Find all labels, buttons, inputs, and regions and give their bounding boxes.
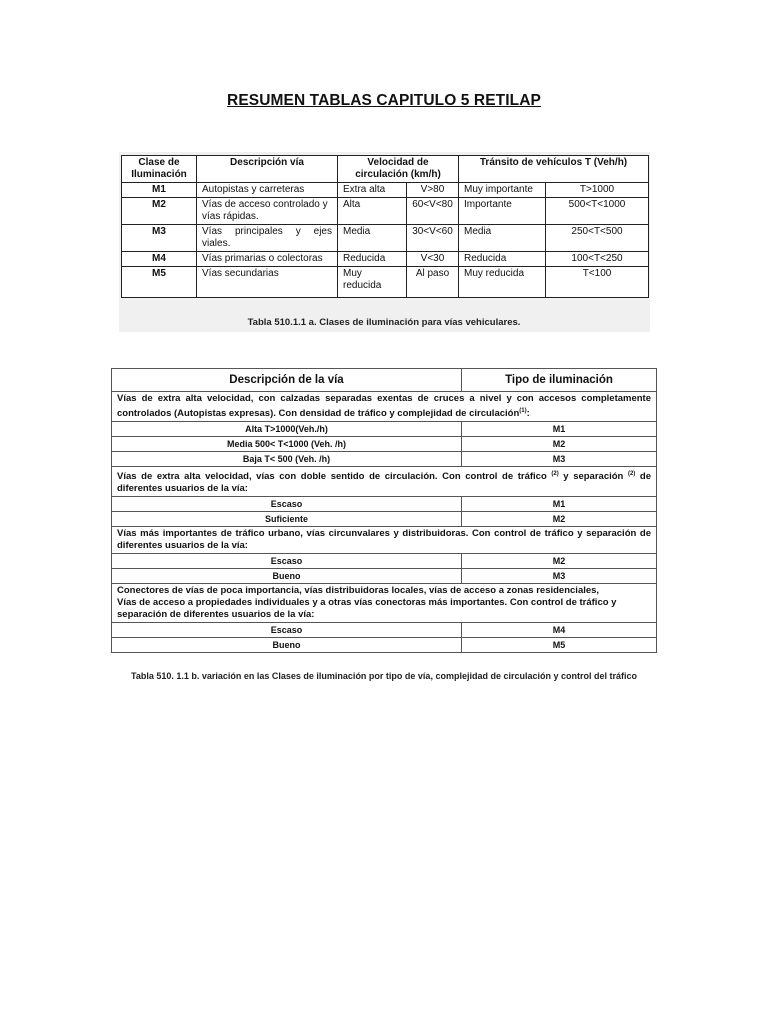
cell-clase: M2 <box>462 512 657 527</box>
cell-condicion: Media 500< T<1000 (Veh. /h) <box>112 437 462 452</box>
cell-transito-val: 100<T<250 <box>546 252 649 267</box>
cell-condicion: Baja T< 500 (Veh. /h) <box>112 452 462 467</box>
cell-descripcion: Vías secundarias <box>197 267 338 298</box>
cell-clase: M3 <box>122 225 197 252</box>
table-row <box>112 569 657 584</box>
cell-condicion: Bueno <box>112 638 462 653</box>
cell-velocidad-val: 60<V<80 <box>407 198 459 225</box>
table-row <box>112 437 657 452</box>
table-row <box>112 623 657 638</box>
cell-descripcion: Vías de acceso controlado y vías rápidas. <box>197 198 338 225</box>
cell-transito-cat: Muy importante <box>459 183 546 198</box>
section-text: y separación <box>558 471 628 483</box>
cell-condicion: Alta T>1000(Veh./h) <box>112 422 462 437</box>
cell-velocidad-cat: Media <box>338 225 407 252</box>
table-caption-b: Tabla 510. 1.1 b. variación en las Clases de iluminación por tipo de vía, complejidad de circulación y control del tráfico <box>131 671 637 681</box>
cell-clase: M4 <box>122 252 197 267</box>
cell-velocidad-cat: Alta <box>338 198 407 225</box>
table-row <box>122 198 649 225</box>
cell-condicion: Escaso <box>112 554 462 569</box>
footnote-mark: (2) <box>551 471 559 478</box>
cell-clase: M5 <box>462 638 657 653</box>
cell-velocidad-val: V<30 <box>407 252 459 267</box>
table-510-1-1-a <box>121 155 649 298</box>
table-row <box>122 225 649 252</box>
section-row <box>112 584 657 623</box>
header-velocidad: Velocidad de circulación (km/h) <box>338 156 459 183</box>
cell-transito-cat: Muy reducida <box>459 267 546 298</box>
section-row <box>112 467 657 497</box>
footnote-mark: (1) <box>519 408 527 414</box>
cell-condicion: Bueno <box>112 569 462 584</box>
table-510-1-1-a-frame <box>119 152 650 332</box>
cell-descripcion-line1: Vías principales y ejes <box>202 226 332 237</box>
cell-velocidad-val: Al paso <box>407 267 459 298</box>
cell-clase: M4 <box>462 623 657 638</box>
table-row <box>112 512 657 527</box>
cell-clase: M1 <box>122 183 197 198</box>
table-row <box>112 638 657 653</box>
cell-velocidad-cat: Reducida <box>338 252 407 267</box>
cell-clase: M2 <box>462 437 657 452</box>
cell-transito-cat: Importante <box>459 198 546 225</box>
cell-clase: M1 <box>462 422 657 437</box>
cell-clase: M3 <box>462 452 657 467</box>
section-description <box>112 584 657 623</box>
cell-transito-cat: Reducida <box>459 252 546 267</box>
section-text: de diferentes usuarios de la vía: <box>117 471 652 495</box>
cell-velocidad-cat: Muy reducida <box>338 267 407 298</box>
page-title: RESUMEN TABLAS CAPITULO 5 RETILAP <box>227 92 541 109</box>
table-row <box>112 452 657 467</box>
section-text-line2: Vías de acceso a propiedades individuales y a otras vías conectoras más importantes. Con control de tráfico y separación de diferentes usuarios de la vía: <box>117 597 617 621</box>
section-description <box>112 392 657 422</box>
header-descripcion: Descripción vía <box>197 156 338 183</box>
footnote-mark: (2) <box>627 471 636 478</box>
cell-clase: M2 <box>462 554 657 569</box>
cell-transito-val: 500<T<1000 <box>546 198 649 225</box>
cell-transito-val: T<100 <box>546 267 649 298</box>
header-descripcion-via: Descripción de la vía <box>112 369 462 392</box>
table-row <box>122 267 649 298</box>
cell-condicion: Escaso <box>112 623 462 638</box>
header-transito: Tránsito de vehículos T (Veh/h) <box>459 156 649 183</box>
cell-velocidad-val: 30<V<60 <box>407 225 459 252</box>
section-text: Vías de extra alta velocidad, con calzadas separadas exentas de cruces a nivel y con accesos completamente controlados (Autopistas expresas). Con densidad de tráfico y complejidad de circulación <box>117 393 651 420</box>
section-row <box>112 392 657 422</box>
cell-velocidad-val: V>80 <box>407 183 459 198</box>
table-row <box>122 252 649 267</box>
cell-transito-cat: Media <box>459 225 546 252</box>
section-text-tail: : <box>526 408 530 420</box>
cell-velocidad-cat: Extra alta <box>338 183 407 198</box>
cell-transito-val: 250<T<500 <box>546 225 649 252</box>
cell-condicion: Suficiente <box>112 512 462 527</box>
table-caption-a: Tabla 510.1.1 a. Clases de iluminación para vías vehiculares. <box>247 317 521 328</box>
cell-clase: M3 <box>462 569 657 584</box>
header-clase: Clase de Iluminación <box>122 156 197 183</box>
table-row <box>112 422 657 437</box>
cell-descripcion: Vías primarias o colectoras <box>197 252 338 267</box>
cell-clase: M5 <box>122 267 197 298</box>
cell-clase: M1 <box>462 497 657 512</box>
cell-descripcion <box>197 225 338 252</box>
cell-descripcion: Autopistas y carreteras <box>197 183 338 198</box>
table-510-1-1-b <box>111 368 657 653</box>
section-description <box>112 467 657 497</box>
section-description: Vías más importantes de tráfico urbano, vías circunvalares y distribuidoras. Con control de tráfico y separación de diferentes usuarios de la vía: <box>112 527 657 554</box>
cell-transito-val: T>1000 <box>546 183 649 198</box>
section-row <box>112 527 657 554</box>
cell-condicion: Escaso <box>112 497 462 512</box>
cell-clase: M2 <box>122 198 197 225</box>
section-text-line1: Conectores de vías de poca importancia, vías distribuidoras locales, vías de acceso a zonas residenciales, <box>117 585 600 597</box>
cell-descripcion-line2: viales. <box>202 238 231 249</box>
table-row <box>112 497 657 512</box>
table-row <box>122 183 649 198</box>
section-text: Vías de extra alta velocidad, vías con doble sentido de circulación. Con control de tráfico <box>117 471 552 483</box>
table-row <box>112 554 657 569</box>
header-tipo-iluminacion: Tipo de iluminación <box>462 369 657 392</box>
